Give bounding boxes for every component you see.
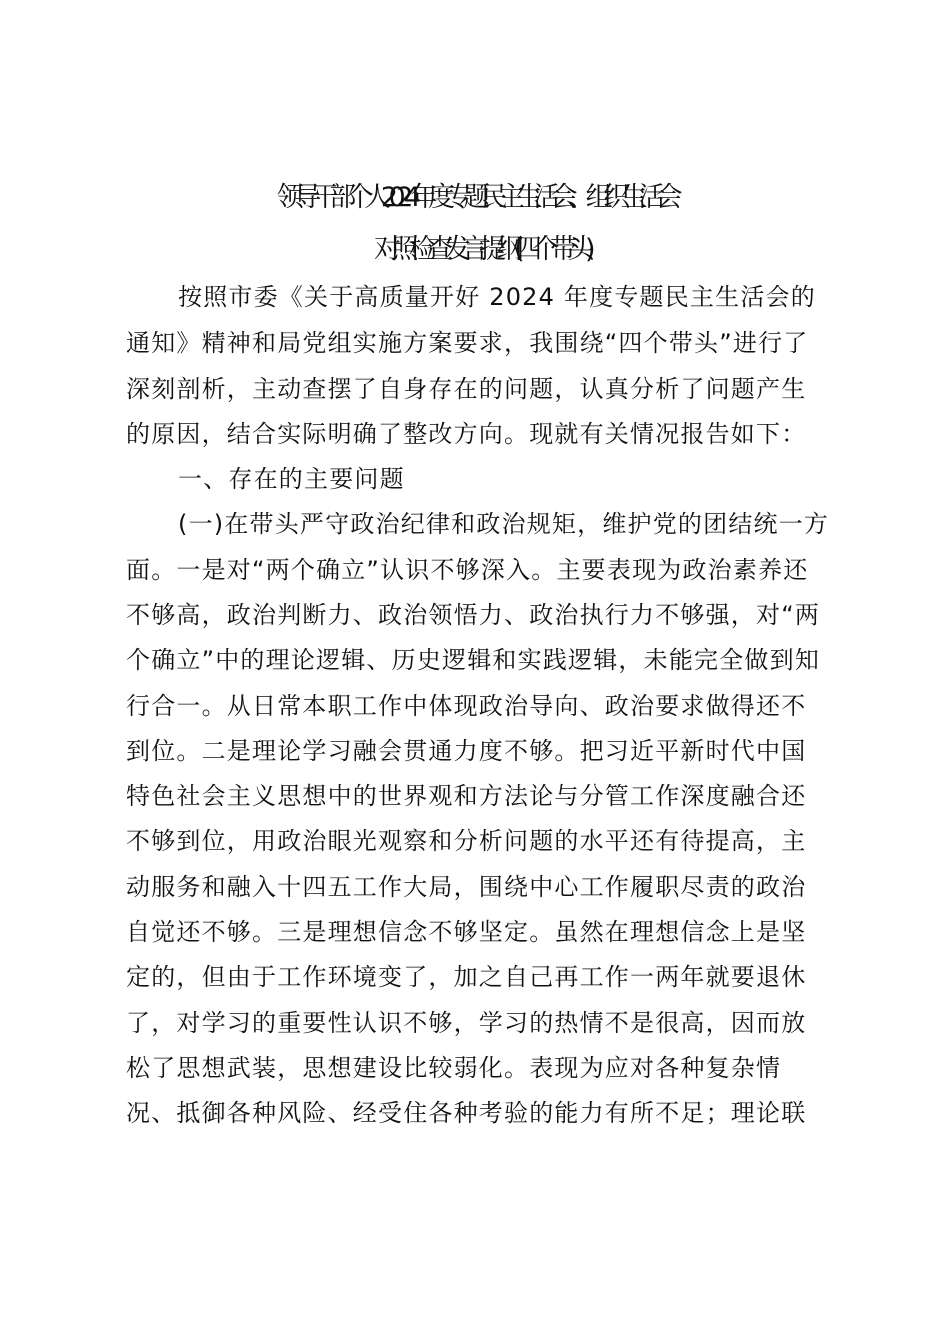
- body-line: 定的，但由于工作环境变了，加之自己再工作一两年就要退休: [126, 963, 807, 991]
- body-line: 自觉还不够。三是理想信念不够坚定。虽然在理想信念上是坚: [126, 918, 807, 946]
- body-line: 的原因，结合实际明确了整改方向。现就有关情况报告如下：: [126, 420, 807, 448]
- body-line: 深刻剖析，主动查摆了自身存在的问题，认真分析了问题产生: [126, 375, 807, 403]
- body-line: (一)在带头严守政治纪律和政治规矩，维护党的团结统一方: [178, 510, 830, 538]
- body-line: 了，对学习的重要性认识不够，学习的热情不是很高，因而放: [126, 1009, 807, 1037]
- body-line: 行合一。从日常本职工作中体现政治导向、政治要求做得还不: [126, 692, 807, 720]
- document-title-line-2: 对照检查发言提纲(四个带头): [373, 234, 587, 265]
- body-line: 况、抵御各种风险、经受住各种考验的能力有所不足；理论联: [126, 1099, 807, 1127]
- body-line: 动服务和融入十四五工作大局，围绕中心工作履职尽责的政治: [126, 873, 807, 901]
- body-line: 个确立”中的理论逻辑、历史逻辑和实践逻辑，未能完全做到知: [126, 646, 821, 674]
- body-line: 通知》精神和局党组实施方案要求，我围绕“四个带头”进行了: [126, 329, 809, 357]
- body-line: 按照市委《关于高质量开好 2024 年度专题民主生活会的: [178, 283, 816, 311]
- body-line: 不够到位，用政治眼光观察和分析问题的水平还有待提高，主: [126, 827, 807, 855]
- body-line: 特色社会主义思想中的世界观和方法论与分管工作深度融合还: [126, 782, 807, 810]
- document-title-line-1: 领导干部个人 2024 年度专题民主生活会、组织生活会: [276, 182, 674, 213]
- body-line: 面。一是对“两个确立”认识不够深入。主要表现为政治素养还: [126, 556, 809, 584]
- body-line: 松了思想武装，思想建设比较弱化。表现为应对各种复杂情: [126, 1054, 782, 1082]
- section-heading: 一、存在的主要问题: [178, 465, 405, 493]
- body-line: 到位。二是理论学习融会贯通力度不够。把习近平新时代中国: [126, 737, 807, 765]
- body-line: 不够高，政治判断力、政治领悟力、政治执行力不够强，对“两: [126, 601, 821, 629]
